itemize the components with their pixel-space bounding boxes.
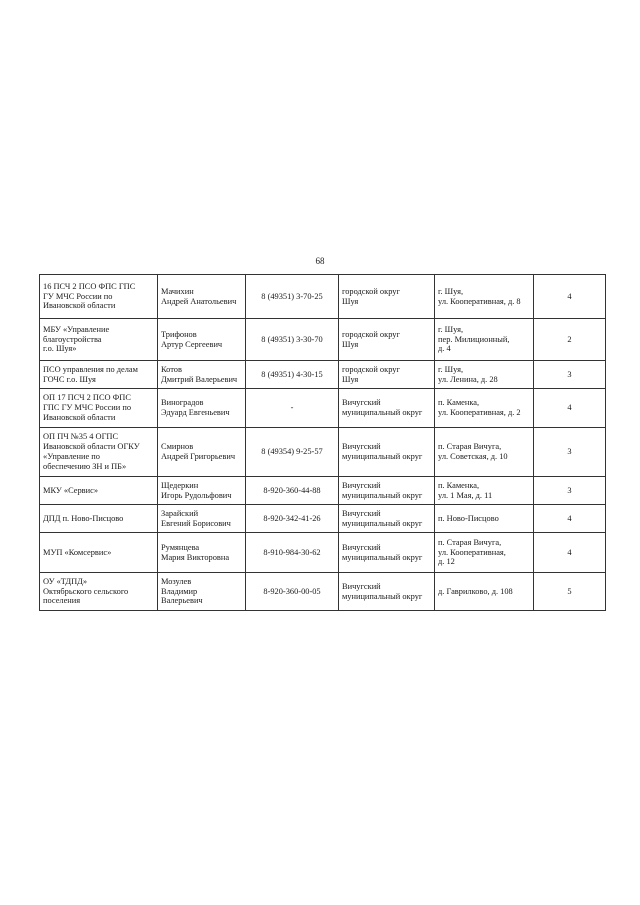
cell-text-line: Евгений Борисович: [161, 518, 231, 528]
address-cell: [435, 361, 534, 389]
cell-text-line: д. 4: [438, 344, 451, 354]
responsible-person-cell: [158, 428, 246, 477]
organization-cell: [40, 319, 158, 361]
organization-cell: [40, 573, 158, 611]
cell-text-line: Андрей Григорьевич: [161, 452, 236, 461]
cell-text-line: Мария Викторовна: [161, 552, 230, 562]
cell-text-line: городской округ: [342, 364, 400, 374]
table-row: [40, 389, 606, 428]
cell-text-line: благоустройства: [43, 334, 102, 344]
responsible-person-cell: [158, 477, 246, 505]
count-cell: 3: [534, 477, 606, 505]
cell-text-line: Зарайский: [161, 508, 199, 518]
cell-text-line: Шуя: [342, 296, 359, 306]
cell-text-line: Вичугский: [342, 480, 381, 490]
count-cell: 4: [534, 275, 606, 319]
municipality-cell: [339, 428, 435, 477]
responsible-person-cell: [158, 573, 246, 611]
count-cell: 5: [534, 573, 606, 611]
cell-text-line: поселения: [43, 596, 81, 606]
cell-text-line: ул. Ленина, д. 28: [438, 374, 498, 384]
organization-cell: [40, 275, 158, 319]
table-row: [40, 319, 606, 361]
cell-text-line: ГОЧС г.о. Шуя: [43, 374, 96, 384]
cell-text-line: Октябрьского сельского: [43, 586, 129, 596]
address-cell: [435, 477, 534, 505]
cell-text-line: п. Ново-Писцово: [438, 513, 499, 523]
organization-cell: [40, 477, 158, 505]
cell-text-line: ОУ «ТДПД»: [43, 576, 88, 586]
phone-cell: 8-920-342-41-26: [246, 505, 339, 533]
cell-text-line: ул. Кооперативная,: [438, 547, 506, 557]
cell-text-line: Владимир: [161, 586, 198, 596]
address-cell: [435, 533, 534, 573]
cell-text-line: Румянцева: [161, 542, 200, 552]
address-cell: [435, 389, 534, 428]
responsible-person-cell: [158, 389, 246, 428]
cell-text-line: Эдуард Евгеньевич: [161, 408, 230, 417]
municipality-cell: [339, 319, 435, 361]
count-cell: 4: [534, 505, 606, 533]
cell-text-line: ул. Советская, д. 10: [438, 452, 508, 461]
cell-text-line: муниципальный округ: [342, 552, 423, 562]
cell-text-line: муниципальный округ: [342, 408, 423, 417]
organization-cell: [40, 428, 158, 477]
cell-text-line: Котов: [161, 364, 182, 374]
responsible-person-cell: [158, 275, 246, 319]
organization-cell: [40, 389, 158, 428]
table-row: [40, 573, 606, 611]
responsible-person-cell: [158, 533, 246, 573]
cell-text-line: Виноградов: [161, 398, 204, 408]
table-row: [40, 477, 606, 505]
cell-text-line: д. 12: [438, 557, 455, 567]
cell-text-line: ОП 17 ПСЧ 2 ПСО ФПС: [43, 393, 131, 403]
address-cell: [435, 505, 534, 533]
cell-text-line: Смирнов: [161, 442, 194, 452]
cell-text-line: Вичугский: [342, 508, 381, 518]
responsible-person-cell: [158, 505, 246, 533]
cell-text-line: Вичугский: [342, 581, 381, 591]
cell-text-line: городской округ: [342, 286, 400, 296]
cell-text-line: г. Шуя,: [438, 364, 464, 374]
phone-cell: 8 (49351) 3-70-25: [246, 275, 339, 319]
municipality-cell: [339, 275, 435, 319]
table-row: [40, 361, 606, 389]
cell-text-line: п. Старая Вичуга,: [438, 537, 502, 547]
cell-text-line: Артур Сергеевич: [161, 339, 223, 349]
cell-text-line: Вичугский: [342, 542, 381, 552]
municipality-cell: [339, 477, 435, 505]
count-cell: 3: [534, 428, 606, 477]
cell-text-line: д. Гаврилково, д. 108: [438, 586, 513, 596]
address-cell: [435, 275, 534, 319]
municipality-cell: [339, 389, 435, 428]
phone-cell: 8 (49354) 9-25-57: [246, 428, 339, 477]
municipality-cell: [339, 505, 435, 533]
table-row: [40, 428, 606, 477]
cell-text-line: Ивановской области: [43, 412, 116, 422]
cell-text-line: Вичугский: [342, 398, 381, 408]
cell-text-line: Валерьевич: [161, 596, 203, 606]
cell-text-line: ДПД п. Ново-Писцово: [43, 513, 124, 523]
cell-text-line: обеспечению ЗН и ПБ»: [43, 461, 127, 471]
phone-cell: 8-910-984-30-62: [246, 533, 339, 573]
cell-text-line: муниципальный округ: [342, 518, 423, 528]
cell-text-line: ГПС ГУ МЧС России по: [43, 403, 132, 413]
table-row: [40, 505, 606, 533]
cell-text-line: муниципальный округ: [342, 591, 423, 601]
cell-text-line: Щедеркин: [161, 480, 199, 490]
cell-text-line: муниципальный округ: [342, 452, 423, 461]
cell-text-line: п. Каменка,: [438, 398, 480, 408]
cell-text-line: Шуя: [342, 339, 359, 349]
table-row: [40, 533, 606, 573]
phone-cell: 8-920-360-44-88: [246, 477, 339, 505]
address-cell: [435, 573, 534, 611]
cell-text-line: Трифонов: [161, 329, 197, 339]
cell-text-line: 16 ПСЧ 2 ПСО ФПС ГПС: [43, 281, 136, 291]
count-cell: 4: [534, 389, 606, 428]
cell-text-line: ОП ПЧ №35 4 ОГПС: [43, 432, 119, 442]
cell-text-line: МБУ «Управление: [43, 324, 110, 334]
organization-cell: [40, 505, 158, 533]
municipality-cell: [339, 533, 435, 573]
cell-text-line: ул. 1 Мая, д. 11: [438, 490, 493, 500]
phone-cell: 8-920-360-00-05: [246, 573, 339, 611]
municipality-cell: [339, 573, 435, 611]
responsible-person-cell: [158, 361, 246, 389]
cell-text-line: Дмитрий Валерьевич: [161, 374, 238, 384]
cell-text-line: Мозулев: [161, 576, 192, 586]
cell-text-line: г. Шуя,: [438, 324, 464, 334]
municipality-cell: [339, 361, 435, 389]
cell-text-line: МКУ «Сервис»: [43, 485, 99, 495]
cell-text-line: МУП «Комсервис»: [43, 547, 112, 557]
address-cell: [435, 428, 534, 477]
organization-cell: [40, 533, 158, 573]
address-cell: [435, 319, 534, 361]
phone-cell: 8 (49351) 3-30-70: [246, 319, 339, 361]
responsible-person-cell: [158, 319, 246, 361]
cell-text-line: ПСО управления по делам: [43, 364, 138, 374]
count-cell: 2: [534, 319, 606, 361]
cell-text-line: Шуя: [342, 374, 359, 384]
organization-cell: [40, 361, 158, 389]
organizations-table: [39, 274, 606, 611]
cell-text-line: Андрей Анатольевич: [161, 296, 237, 306]
table-row: [40, 275, 606, 319]
phone-cell: -: [246, 389, 339, 428]
cell-text-line: «Управление по: [43, 452, 100, 461]
cell-text-line: ул. Кооперативная, д. 2: [438, 408, 521, 417]
cell-text-line: Мачихин: [161, 286, 194, 296]
phone-cell: 8 (49351) 4-30-15: [246, 361, 339, 389]
cell-text-line: п. Старая Вичуга,: [438, 442, 502, 452]
count-cell: 4: [534, 533, 606, 573]
cell-text-line: ул. Кооперативная, д. 8: [438, 296, 521, 306]
cell-text-line: городской округ: [342, 329, 400, 339]
cell-text-line: г. Шуя,: [438, 286, 464, 296]
page-number: 68: [315, 256, 325, 266]
cell-text-line: ГУ МЧС России по: [43, 291, 113, 301]
cell-text-line: г.о. Шуя»: [43, 344, 77, 354]
cell-text-line: Игорь Рудольфович: [161, 490, 232, 500]
cell-text-line: Ивановской области ОГКУ: [43, 442, 140, 452]
cell-text-line: п. Каменка,: [438, 480, 480, 490]
cell-text-line: муниципальный округ: [342, 490, 423, 500]
cell-text-line: Ивановской области: [43, 301, 116, 311]
count-cell: 3: [534, 361, 606, 389]
cell-text-line: пер. Милиционный,: [438, 334, 510, 344]
cell-text-line: Вичугский: [342, 442, 381, 452]
